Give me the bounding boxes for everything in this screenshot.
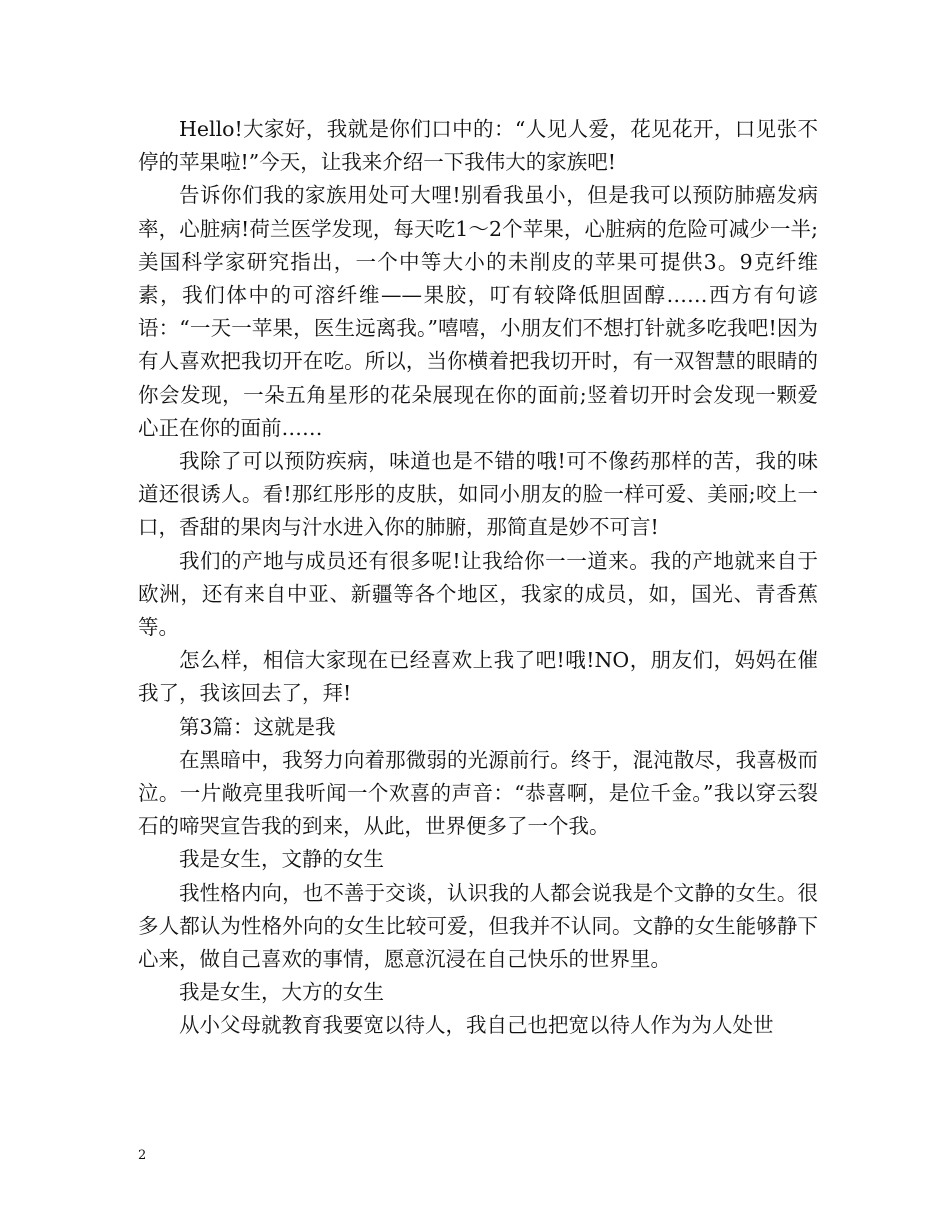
paragraph-4: 我们的产地与成员还有很多呢!让我给你一一道来。我的产地就来自于欧洲，还有来自中亚、新疆等各个地区，我家的成员，如，国光、青香蕉等。 — [138, 548, 818, 640]
paragraph-8: 从小父母就教育我要宽以待人，我自己也把宽以待人作为为人处世 — [179, 1013, 774, 1038]
paragraph-1: Hello!大家好，我就是你们口中的：“人见人爱，花见花开，口见张不停的苹果啦!”今天，让我来介绍一下我伟大的家族吧! — [138, 117, 818, 175]
paragraph-6: 在黑暗中，我努力向着那微弱的光源前行。终于，混沌散尽，我喜极而泣。一片敞亮里我听闻一个欢喜的声音：“恭喜啊，是位千金。”我以穿云裂石的啼哭宣告我的到来，从此，世界便多了一个我。 — [138, 747, 818, 839]
subheading-generous-girl: 我是女生，大方的女生 — [179, 980, 384, 1005]
paragraph-5: 怎么样，相信大家现在已经喜欢上我了吧!哦!NO，朋友们，妈妈在催我了，我该回去了，拜! — [138, 648, 818, 706]
section-heading-3: 第3篇：这就是我 — [179, 714, 336, 739]
page-number: 2 — [138, 1148, 147, 1163]
paragraph-3: 我除了可以预防疾病，味道也是不错的哦!可不像药那样的苦，我的味道还很诱人。看!那红彤彤的皮肤，如同小朋友的脸一样可爱、美丽;咬上一口，香甜的果肉与汁水进入你的肺腑，那简直是妙不可言! — [138, 449, 818, 540]
paragraph-2: 告诉你们我的家族用处可大哩!别看我虽小，但是我可以预防肺癌发病率，心脏病!荷兰医学发现，每天吃1～2个苹果，心脏病的危险可减少一半;美国科学家研究指出，一个中等大小的未削皮的苹果可提供3。9克纤维素，我们体中的可溶纤维——果胶，叮有较降低胆固醇……西方有句谚语：“一天一苹果，医生远离我。”嘻嘻，小朋友们不想打针就多吃我吧!因为有人喜欢把我切开在吃。所以，当你横着把我切开时，有一双智慧的眼睛的你会发现，一朵五角星形的花朵展现在你的面前;竖着切开时会发现一颗爱心正在你的面前…… — [138, 183, 818, 440]
paragraph-7: 我性格内向，也不善于交谈，认识我的人都会说我是个文静的女生。很多人都认为性格外向的女生比较可爱，但我并不认同。文静的女生能够静下心来，做自己喜欢的事情，愿意沉浸在自己快乐的世界里。 — [138, 880, 818, 972]
document-body — [138, 113, 818, 1043]
subheading-quiet-girl: 我是女生，文静的女生 — [179, 847, 384, 872]
